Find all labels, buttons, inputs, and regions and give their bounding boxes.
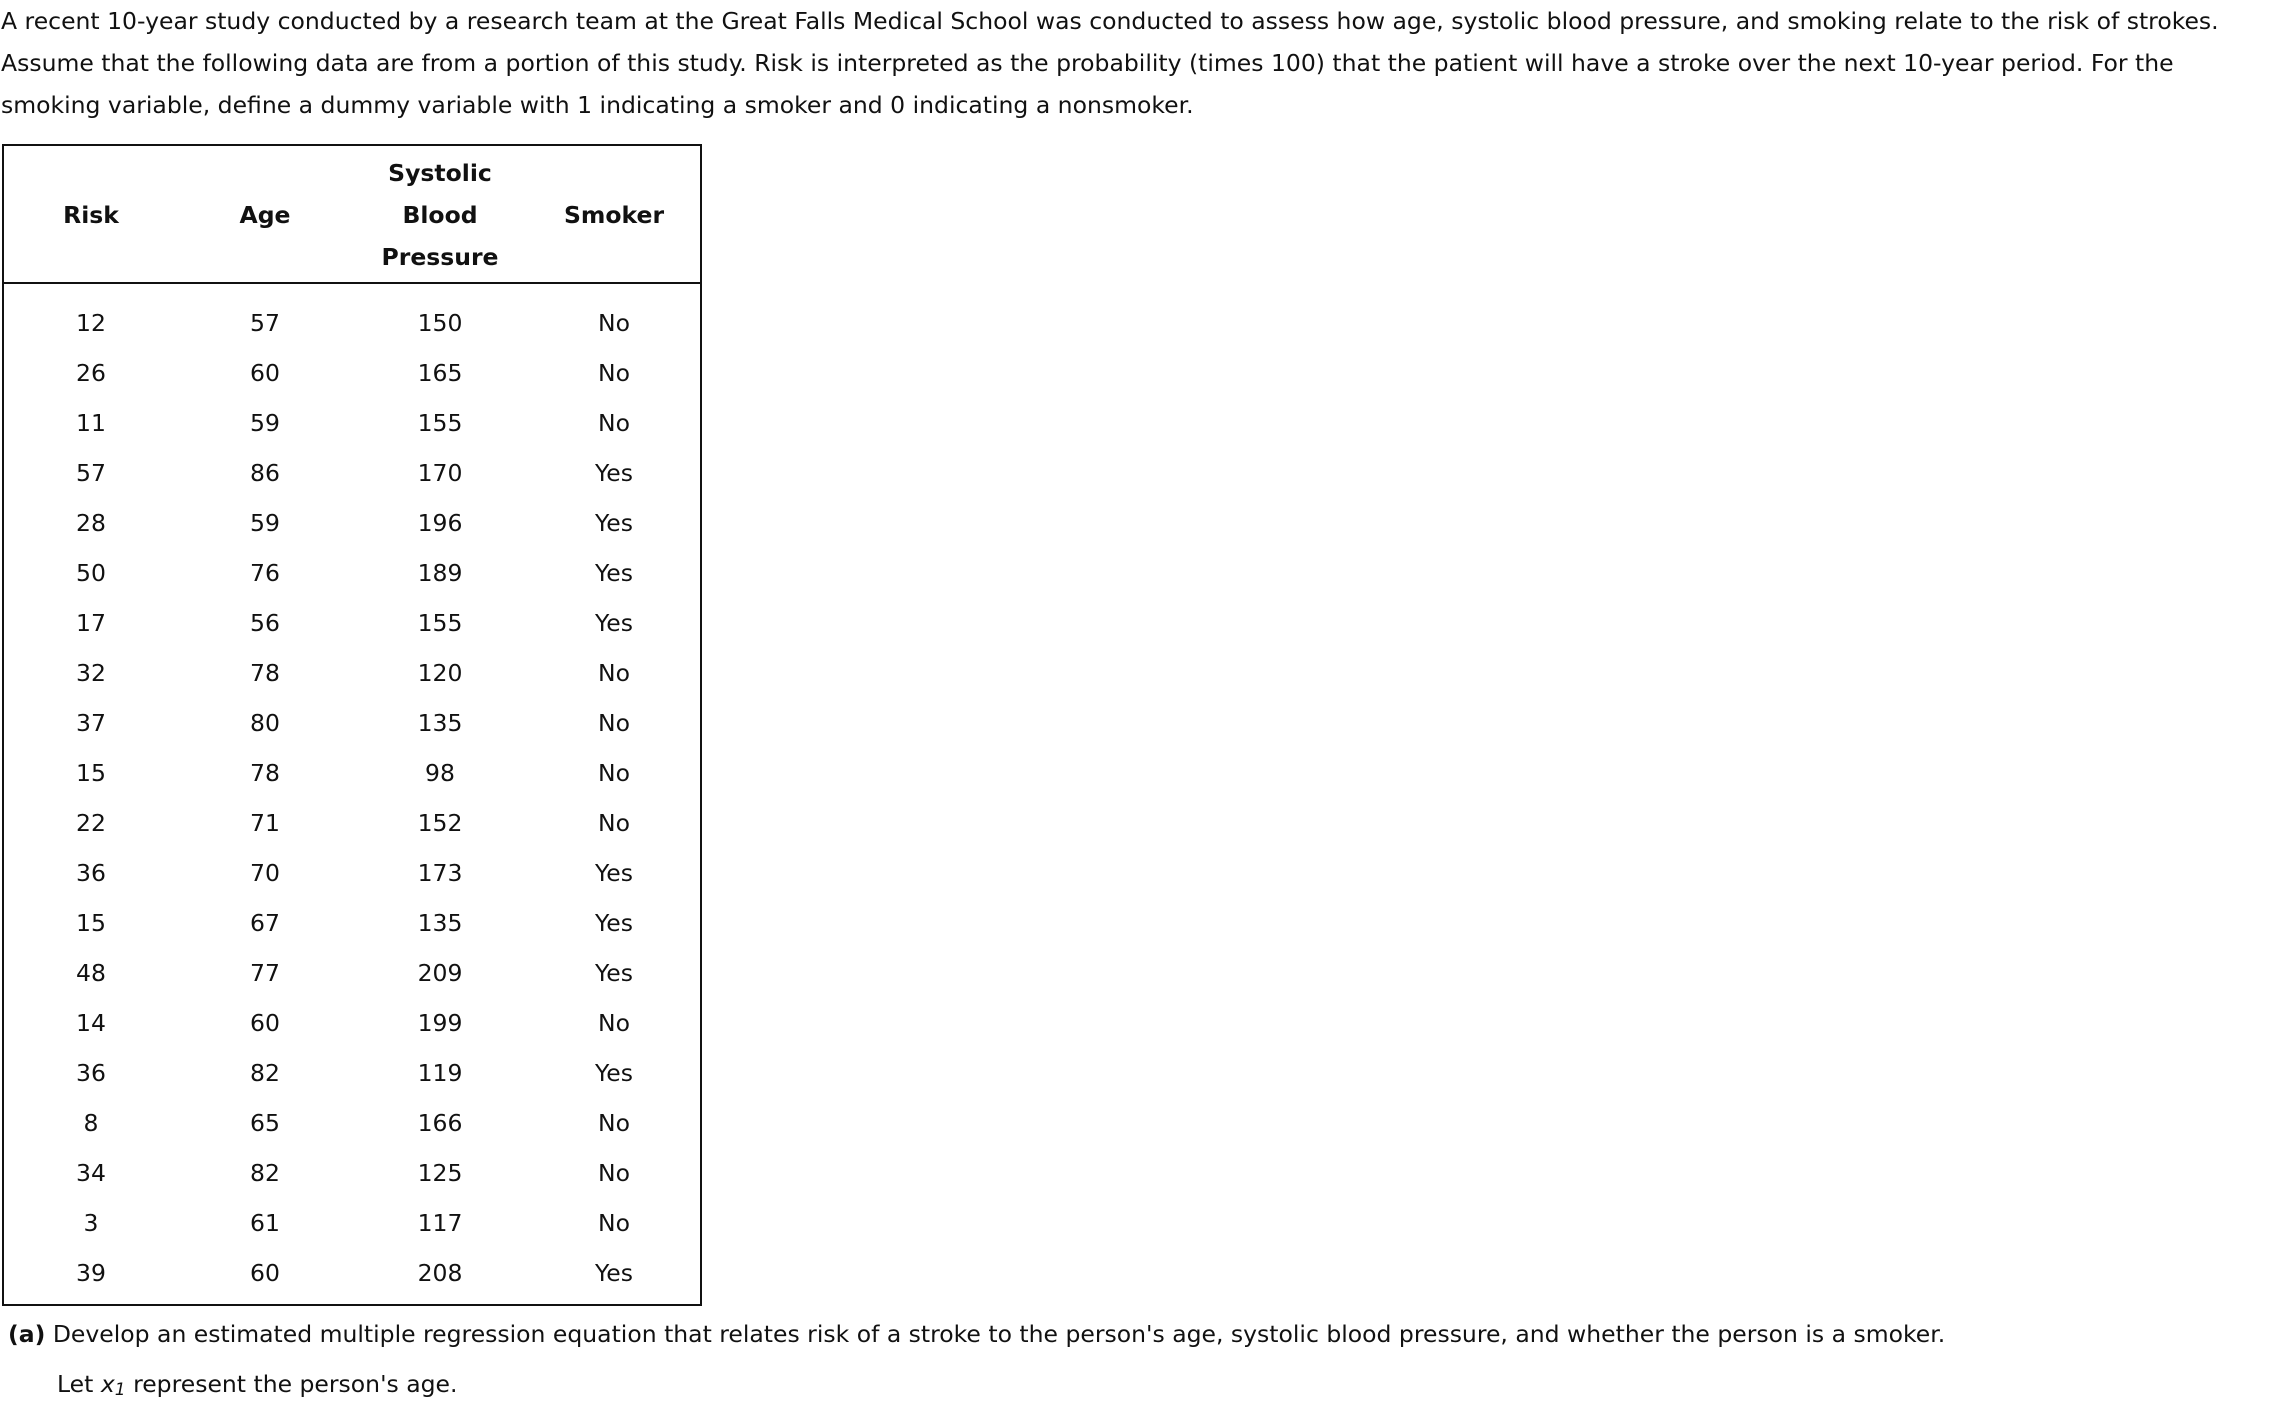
part-a-question xyxy=(8,1313,1945,1355)
cell-smoker: No xyxy=(598,659,630,687)
cell-smoker: No xyxy=(598,759,630,787)
table-row xyxy=(3,1198,701,1248)
cell-systolic-bp: 208 xyxy=(417,1259,463,1287)
table-header-row xyxy=(3,145,701,283)
table-row xyxy=(3,498,701,548)
cell-risk: 11 xyxy=(76,409,106,437)
table-row xyxy=(3,1248,701,1305)
table-row xyxy=(3,1048,701,1098)
table-row xyxy=(3,283,701,348)
cell-systolic-bp: 98 xyxy=(425,759,455,787)
cell-age: 78 xyxy=(250,759,280,787)
cell-age: 67 xyxy=(250,909,280,937)
cell-smoker: Yes xyxy=(595,1259,633,1287)
cell-systolic-bp: 120 xyxy=(417,659,463,687)
table-row xyxy=(3,798,701,848)
cell-systolic-bp: 189 xyxy=(417,559,463,587)
cell-smoker: No xyxy=(598,359,630,387)
cell-systolic-bp: 166 xyxy=(417,1109,463,1137)
cell-smoker: No xyxy=(598,1209,630,1237)
cell-risk: 17 xyxy=(76,609,106,637)
cell-age: 60 xyxy=(250,1259,280,1287)
cell-risk: 3 xyxy=(83,1209,99,1237)
cell-systolic-bp: 165 xyxy=(417,359,463,387)
table-row xyxy=(3,548,701,598)
cell-systolic-bp: 135 xyxy=(417,909,463,937)
header-systolic-blood-pressure xyxy=(352,145,528,283)
problem-intro: A recent 10-year study conducted by a research team at the Great Falls Medical School was conducted to assess how age, systolic blood pressure, and smoking relate to the risk of strokes. Assume that the following data are from a portion of this study. Risk is interpreted as the probability (times 100) that the patient will have a stroke over the next 10-year period. For the smoking variable, define a dummy variable with 1 indicating a smoker and 0 indicating a nonsmoker. xyxy=(1,7,2219,119)
cell-smoker: Yes xyxy=(595,1059,633,1087)
cell-smoker: No xyxy=(598,1109,630,1137)
cell-smoker: Yes xyxy=(595,559,633,587)
table-row xyxy=(3,348,701,398)
cell-smoker: Yes xyxy=(595,609,633,637)
cell-risk: 14 xyxy=(76,1009,106,1037)
cell-smoker: Yes xyxy=(595,959,633,987)
table-row xyxy=(3,748,701,798)
cell-age: 70 xyxy=(250,859,280,887)
cell-systolic-bp: 125 xyxy=(417,1159,463,1187)
cell-risk: 8 xyxy=(83,1109,99,1137)
cell-risk: 48 xyxy=(76,959,106,987)
cell-smoker: No xyxy=(598,309,630,337)
cell-age: 60 xyxy=(250,359,280,387)
variable-x-subscript: 1 xyxy=(114,1380,126,1400)
table-row xyxy=(3,448,701,498)
header-smoker: Smoker xyxy=(528,145,701,283)
cell-risk: 34 xyxy=(76,1159,106,1187)
header-sbp-line1: Systolic xyxy=(388,159,492,187)
cell-risk: 39 xyxy=(76,1259,106,1287)
cell-smoker: No xyxy=(598,409,630,437)
cell-age: 82 xyxy=(250,1159,280,1187)
variable-x-letter: x xyxy=(100,1370,115,1398)
cell-age: 77 xyxy=(250,959,280,987)
cell-risk: 26 xyxy=(76,359,106,387)
cell-age: 78 xyxy=(250,659,280,687)
stroke-data-table xyxy=(2,144,702,1306)
part-a-text: Develop an estimated multiple regression equation that relates risk of a stroke to the person's age, systolic blood pressure, and whether the person is a smoker. xyxy=(52,1320,1946,1348)
cell-risk: 36 xyxy=(76,859,106,887)
let-prefix: Let xyxy=(57,1370,94,1398)
cell-systolic-bp: 196 xyxy=(417,509,463,537)
cell-systolic-bp: 173 xyxy=(417,859,463,887)
cell-systolic-bp: 135 xyxy=(417,709,463,737)
variable-x xyxy=(101,1370,126,1398)
table-row xyxy=(3,848,701,898)
cell-smoker: No xyxy=(598,709,630,737)
cell-age: 65 xyxy=(250,1109,280,1137)
table-row xyxy=(3,598,701,648)
cell-age: 82 xyxy=(250,1059,280,1087)
cell-systolic-bp: 199 xyxy=(417,1009,463,1037)
table-row xyxy=(3,1148,701,1198)
cell-systolic-bp: 119 xyxy=(417,1059,463,1087)
cell-age: 59 xyxy=(250,509,280,537)
table-row xyxy=(3,648,701,698)
cell-risk: 57 xyxy=(76,459,106,487)
cell-age: 57 xyxy=(250,309,280,337)
cell-age: 86 xyxy=(250,459,280,487)
table-row xyxy=(3,998,701,1048)
table-row xyxy=(3,698,701,748)
cell-age: 59 xyxy=(250,409,280,437)
cell-smoker: Yes xyxy=(595,459,633,487)
let-suffix: represent the person's age. xyxy=(133,1370,458,1398)
cell-smoker: Yes xyxy=(595,909,633,937)
cell-risk: 15 xyxy=(76,909,106,937)
table-row xyxy=(3,1098,701,1148)
cell-smoker: Yes xyxy=(595,509,633,537)
header-age: Age xyxy=(178,145,352,283)
cell-systolic-bp: 209 xyxy=(417,959,463,987)
cell-age: 80 xyxy=(250,709,280,737)
cell-age: 61 xyxy=(250,1209,280,1237)
cell-systolic-bp: 152 xyxy=(417,809,463,837)
cell-risk: 36 xyxy=(76,1059,106,1087)
cell-systolic-bp: 117 xyxy=(417,1209,463,1237)
cell-smoker: Yes xyxy=(595,859,633,887)
cell-smoker: No xyxy=(598,1159,630,1187)
cell-systolic-bp: 155 xyxy=(417,609,463,637)
cell-age: 60 xyxy=(250,1009,280,1037)
cell-risk: 32 xyxy=(76,659,106,687)
cell-risk: 15 xyxy=(76,759,106,787)
cell-risk: 12 xyxy=(76,309,106,337)
cell-smoker: No xyxy=(598,1009,630,1037)
header-risk: Risk xyxy=(3,145,178,283)
cell-risk: 37 xyxy=(76,709,106,737)
cell-risk: 28 xyxy=(76,509,106,537)
cell-systolic-bp: 170 xyxy=(417,459,463,487)
cell-risk: 22 xyxy=(76,809,106,837)
cell-smoker: No xyxy=(598,809,630,837)
table-row xyxy=(3,898,701,948)
cell-age: 56 xyxy=(250,609,280,637)
cell-systolic-bp: 155 xyxy=(417,409,463,437)
part-a-label: (a) xyxy=(8,1320,46,1348)
table-row xyxy=(3,948,701,998)
cell-risk: 50 xyxy=(76,559,106,587)
cell-systolic-bp: 150 xyxy=(417,309,463,337)
table-row xyxy=(3,398,701,448)
variable-definition xyxy=(57,1363,458,1411)
header-sbp-line2: Blood xyxy=(402,201,478,229)
header-sbp-line3: Pressure xyxy=(381,243,499,271)
cell-age: 71 xyxy=(250,809,280,837)
cell-age: 76 xyxy=(250,559,280,587)
